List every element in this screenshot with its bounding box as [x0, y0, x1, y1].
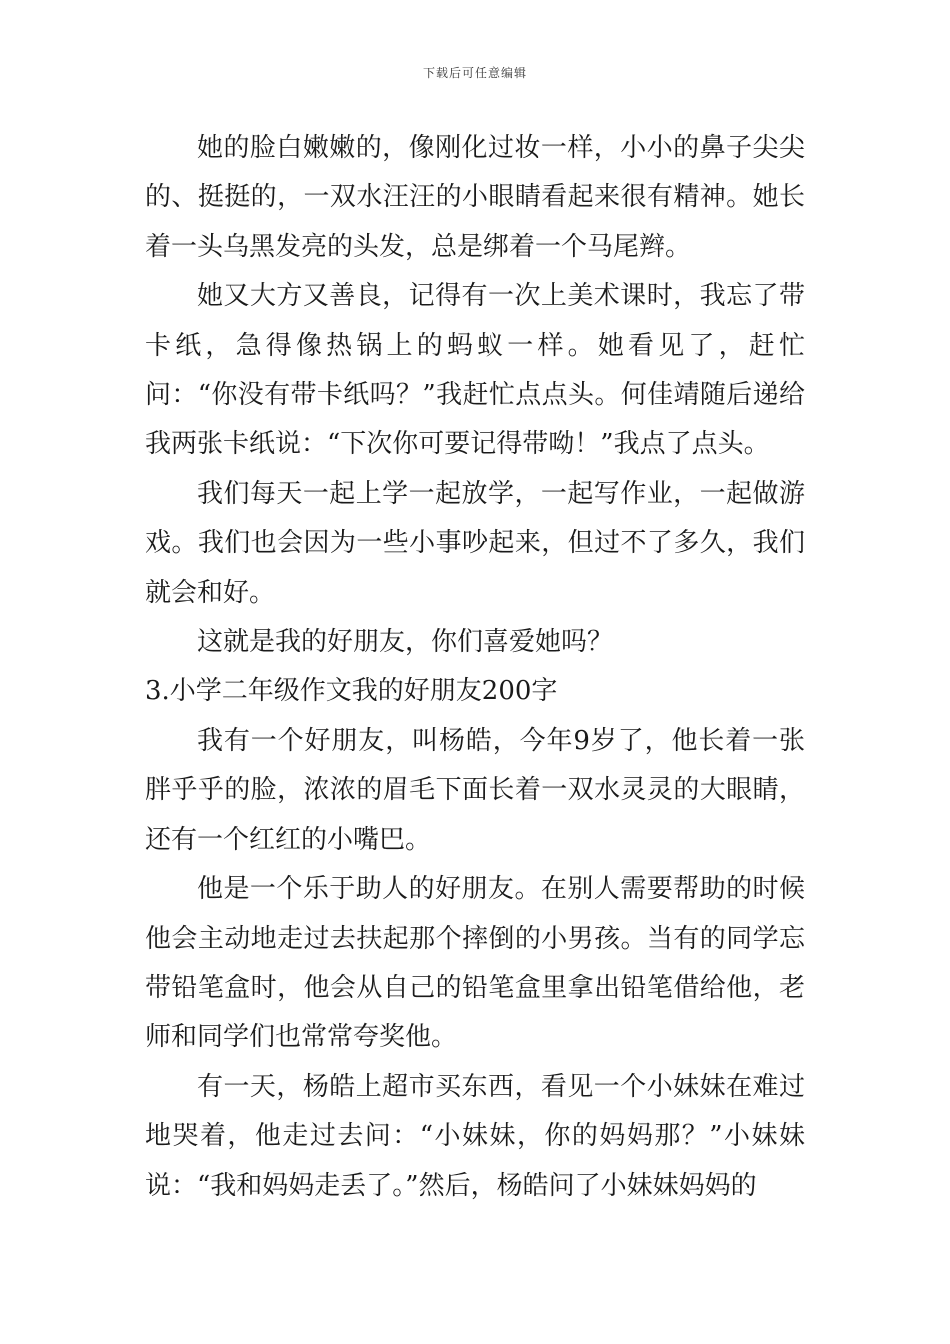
paragraph-supermarket: 有一天，杨皓上超市买东西，看见一个小妹妹在难过地哭着，他走过去问：“小妹妹，你的妈妈那？”小妹妹说：“我和妈妈走丢了。”然后，杨皓问了小妹妹妈妈的: [145, 1071, 805, 1201]
document-body: [145, 124, 805, 1211]
page-header: 下载后可任意编辑: [422, 66, 527, 80]
paragraph-closing-question: 这就是我的好朋友，你们喜爱她吗？: [197, 627, 614, 658]
paragraph-daily-life: 我们每天一起上学一起放学，一起写作业，一起做游戏。我们也会因为一些小事吵起来，但过不了多久，我们就会和好。: [145, 478, 805, 608]
paragraph-kindness: 她又大方又善良，记得有一次上美术课时，我忘了带卡纸，急得像热锅上的蚂蚁一样。她看见了，赶忙问：“你没有带卡纸吗？”我赶忙点点头。何佳靖随后递给我两张卡纸说：“下次你可要记得带呦！”我点了点头。: [145, 281, 805, 460]
paragraph-helpful: 他是一个乐于助人的好朋友。在别人需要帮助的时候他会主动地走过去扶起那个摔倒的小男孩。当有的同学忘带铅笔盒时，他会从自己的铅笔盒里拿出铅笔借给他，老师和同学们也常常夸奖他。: [145, 874, 805, 1053]
section-heading: 3.小学二年级作文我的好朋友200字: [145, 676, 558, 707]
paragraph-appearance: 她的脸白嫩嫩的，像刚化过妆一样，小小的鼻子尖尖的、挺挺的，一双水汪汪的小眼睛看起来很有精神。她长着一头乌黑发亮的头发，总是绑着一个马尾辫。: [145, 133, 805, 262]
paragraph-introduction: 我有一个好朋友，叫杨皓，今年9岁了，他长着一张胖乎乎的脸，浓浓的眉毛下面长着一双水灵灵的大眼睛，还有一个红红的小嘴巴。: [145, 725, 805, 855]
